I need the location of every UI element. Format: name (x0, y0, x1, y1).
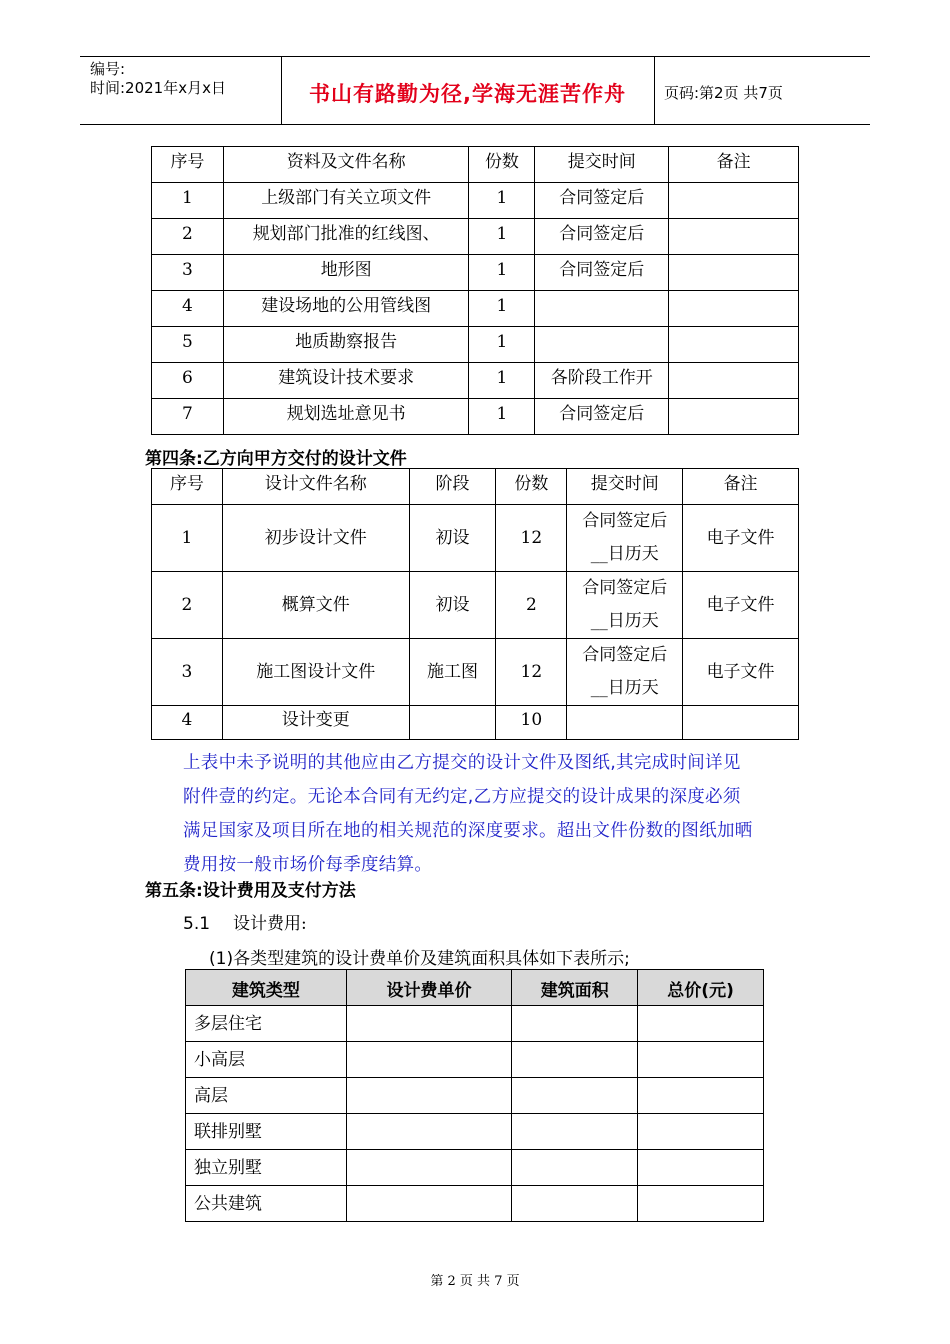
table-cell: 1 (469, 183, 535, 219)
table-cell (512, 1150, 638, 1186)
table-cell: 1 (469, 291, 535, 327)
table-cell: 规划部门批准的红线图、 (223, 219, 469, 255)
table-cell: 规划选址意见书 (223, 399, 469, 435)
paragraph-line: 满足国家及项目所在地的相关规范的深度要求。超出文件份数的图纸加晒 (183, 821, 753, 841)
table-cell: 初设 (409, 505, 496, 572)
table-cell (409, 706, 496, 740)
table-cell: 12 (496, 505, 567, 572)
table-cell: 1 (469, 327, 535, 363)
table-cell: 1 (152, 505, 223, 572)
table-cell: 1 (469, 363, 535, 399)
table-cell: 电子文件 (683, 639, 799, 706)
building-type-cell: 高层 (186, 1078, 347, 1114)
table-cell: 初步设计文件 (222, 505, 409, 572)
table-cell: 概算文件 (222, 572, 409, 639)
table-cell (638, 1078, 764, 1114)
table-cell: 1 (152, 183, 224, 219)
table-cell-time (567, 572, 683, 639)
note-paragraph (183, 746, 813, 882)
page-footer: 第 2 页 共 7 页 (430, 1274, 520, 1289)
header-cell: 提交时间 (567, 469, 683, 505)
table-cell (346, 1186, 512, 1222)
table-cell (346, 1150, 512, 1186)
table-cell: 上级部门有关立项文件 (223, 183, 469, 219)
header-cell: 设计费单价 (346, 970, 512, 1006)
table-header-row (152, 469, 799, 505)
header-cell: 序号 (152, 147, 224, 183)
table-cell: 地形图 (223, 255, 469, 291)
table-header-row (152, 147, 799, 183)
table-cell: 2 (152, 219, 224, 255)
section-5-title: 第五条:设计费用及支付方法 (145, 881, 356, 901)
table-cell: 2 (152, 572, 223, 639)
table-cell (669, 183, 799, 219)
time-line-2: __日历天 (590, 678, 659, 698)
table-cell (512, 1042, 638, 1078)
table-cell: 3 (152, 639, 223, 706)
subsection-number: 5.1 (183, 914, 211, 934)
table-cell: 1 (469, 255, 535, 291)
header-page-number: 页码:第2页 共7页 (664, 84, 783, 102)
building-type-cell: 公共建筑 (186, 1186, 347, 1222)
table-cell: 6 (152, 363, 224, 399)
table-cell (638, 1114, 764, 1150)
header-cell: 建筑类型 (186, 970, 347, 1006)
table-cell-time (567, 505, 683, 572)
header-cell: 备注 (669, 147, 799, 183)
header-divider-right (654, 56, 655, 124)
table-row (152, 572, 799, 639)
table-cell: 合同签定后 (535, 183, 669, 219)
document-time-label: 时间:2021年x月x日 (90, 79, 226, 97)
table-row (186, 1042, 764, 1078)
table-cell: 电子文件 (683, 505, 799, 572)
table-row (152, 327, 799, 363)
time-line-1: 合同签定后 (582, 645, 668, 665)
table-cell (669, 255, 799, 291)
table-cell (346, 1114, 512, 1150)
table-row (152, 639, 799, 706)
building-type-cell: 独立别墅 (186, 1150, 347, 1186)
table-cell: 4 (152, 291, 224, 327)
table-cell: 3 (152, 255, 224, 291)
paragraph-line: 费用按一般市场价每季度结算。 (183, 855, 433, 875)
header-cell: 资料及文件名称 (223, 147, 469, 183)
time-line-1: 合同签定后 (582, 511, 668, 531)
table-cell (512, 1114, 638, 1150)
table-cell: 施工图设计文件 (222, 639, 409, 706)
building-type-cell: 多层住宅 (186, 1006, 347, 1042)
fee-table-intro: (1)各类型建筑的设计费单价及建筑面积具体如下表所示; (209, 949, 630, 969)
header-cell: 份数 (496, 469, 567, 505)
table-cell: 设计变更 (222, 706, 409, 740)
table-cell: 5 (152, 327, 224, 363)
table-cell: 施工图 (409, 639, 496, 706)
table-cell-time (567, 639, 683, 706)
table-cell (669, 363, 799, 399)
table-cell (669, 219, 799, 255)
table-cell: 2 (496, 572, 567, 639)
table-row (152, 255, 799, 291)
table-header-row (186, 970, 764, 1006)
header-cell: 建筑面积 (512, 970, 638, 1006)
table-row (152, 363, 799, 399)
header-cell: 设计文件名称 (222, 469, 409, 505)
table-row (186, 1114, 764, 1150)
table-row (186, 1150, 764, 1186)
table-cell (346, 1078, 512, 1114)
header-bottom-rule (80, 124, 870, 125)
table-cell (683, 706, 799, 740)
table-cell (512, 1186, 638, 1222)
table-row (152, 706, 799, 740)
header-cell: 序号 (152, 469, 223, 505)
table-row (186, 1006, 764, 1042)
table-cell: 地质勘察报告 (223, 327, 469, 363)
header-cell: 总价(元) (638, 970, 764, 1006)
table-row (152, 219, 799, 255)
table-cell: 电子文件 (683, 572, 799, 639)
table-cell (669, 327, 799, 363)
paragraph-line: 上表中未予说明的其他应由乙方提交的设计文件及图纸,其完成时间详见 (183, 753, 741, 773)
header-info (90, 60, 226, 98)
table-cell: 10 (496, 706, 567, 740)
materials-table (151, 146, 799, 435)
table-cell (638, 1006, 764, 1042)
deliverables-table (151, 468, 799, 740)
fee-table (185, 969, 764, 1222)
table-cell: 建筑设计技术要求 (223, 363, 469, 399)
time-line-2: __日历天 (590, 544, 659, 564)
table-cell: 12 (496, 639, 567, 706)
building-type-cell: 联排别墅 (186, 1114, 347, 1150)
table-cell: 各阶段工作开 (535, 363, 669, 399)
table-cell (669, 291, 799, 327)
table-cell: 1 (469, 399, 535, 435)
table-cell: 建设场地的公用管线图 (223, 291, 469, 327)
table-cell (638, 1042, 764, 1078)
subsection-5-1 (183, 909, 307, 934)
subsection-label: 设计费用: (233, 914, 307, 934)
table-cell: 7 (152, 399, 224, 435)
time-line-2: __日历天 (590, 611, 659, 631)
document-number-label: 编号: (90, 60, 126, 78)
table-cell: 4 (152, 706, 223, 740)
time-line-1: 合同签定后 (582, 578, 668, 598)
table-row (152, 183, 799, 219)
table-cell (346, 1006, 512, 1042)
table-row (152, 399, 799, 435)
table-cell (638, 1186, 764, 1222)
header-cell: 备注 (683, 469, 799, 505)
table-cell: 合同签定后 (535, 255, 669, 291)
table-row (152, 505, 799, 572)
header-top-rule (80, 56, 870, 57)
table-cell (346, 1042, 512, 1078)
header-cell: 阶段 (409, 469, 496, 505)
paragraph-line: 附件壹的约定。无论本合同有无约定,乙方应提交的设计成果的深度必须 (183, 787, 741, 807)
table-cell (535, 327, 669, 363)
table-cell (535, 291, 669, 327)
header-cell: 提交时间 (535, 147, 669, 183)
table-row (186, 1078, 764, 1114)
table-cell: 合同签定后 (535, 399, 669, 435)
table-cell (669, 399, 799, 435)
section-4-title: 第四条:乙方向甲方交付的设计文件 (145, 449, 407, 469)
table-row (186, 1186, 764, 1222)
building-type-cell: 小高层 (186, 1042, 347, 1078)
table-row (152, 291, 799, 327)
table-cell (567, 706, 683, 740)
table-cell: 合同签定后 (535, 219, 669, 255)
table-cell: 1 (469, 219, 535, 255)
table-cell (638, 1150, 764, 1186)
header-cell: 份数 (469, 147, 535, 183)
table-cell: 初设 (409, 572, 496, 639)
table-cell (512, 1078, 638, 1114)
header-motto: 书山有路勤为径,学海无涯苦作舟 (309, 82, 626, 106)
table-cell (512, 1006, 638, 1042)
